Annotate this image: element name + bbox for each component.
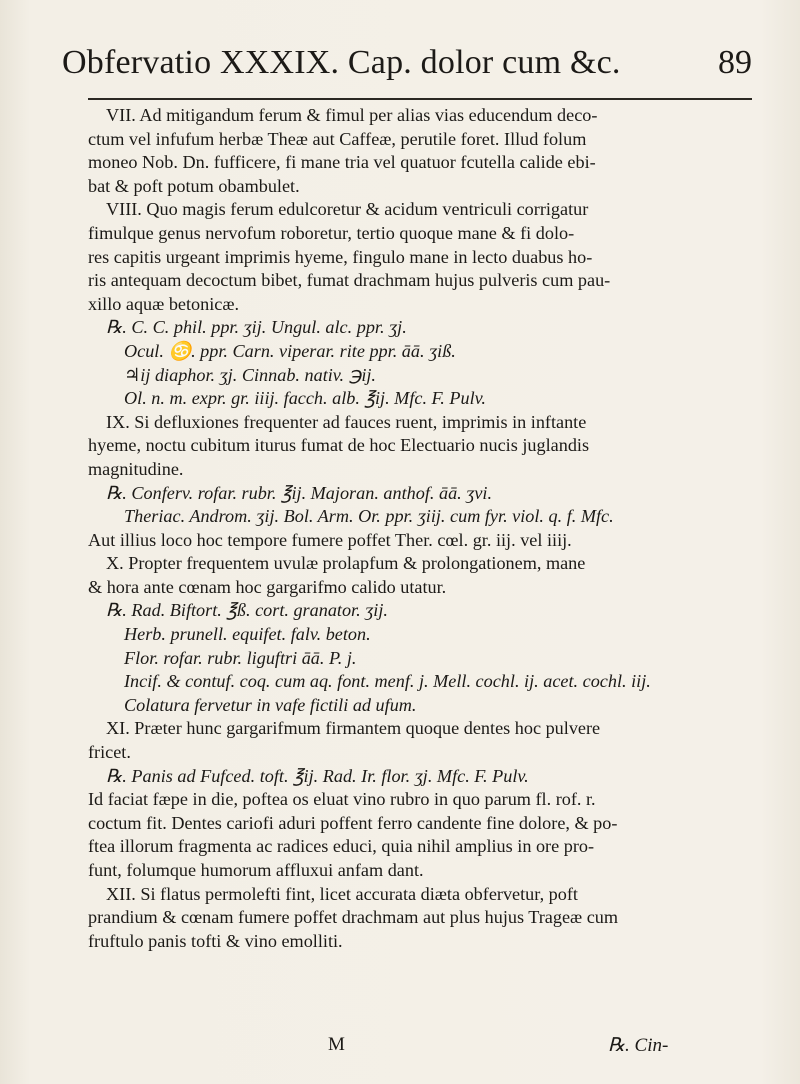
text-line: Herb. prunell. equifet. falv. beton.: [124, 624, 371, 645]
text-line: IX. Si defluxiones frequenter ad fauces ruent, imprimis in inftante: [106, 411, 587, 432]
text-line: Aut illius loco hoc tempore fumere poffet Ther. cœl. gr. iij. vel iiij.: [88, 529, 572, 550]
text-line: & hora ante cœnam hoc gargarifmo calido utatur.: [88, 576, 447, 597]
text-line: moneo Nob. Dn. fufficere, fi mane tria vel quatuor fcutella calide ebi-: [88, 152, 596, 173]
running-head: Obfervatio XXXIX. Cap. dolor cum &c.: [62, 44, 621, 81]
text-line: Ol. n. m. expr. gr. iiij. facch. alb. ℥ij. Mfc. F. Pulv.: [124, 388, 486, 409]
text-line: ctum vel infufum herbæ Theæ aut Caffeæ, perutile foret. Illud folum: [88, 128, 587, 149]
text-line: ris antequam decoctum bibet, fumat drachmam hujus pulveris cum pau-: [88, 270, 611, 291]
text-line: ♃ij diaphor. ʒj. Cinnab. nativ. ℈ij.: [124, 364, 376, 385]
text-line: magnitudine.: [88, 458, 184, 479]
text-line: Theriac. Androm. ʒij. Bol. Arm. Or. ppr. ʒiij. cum fyr. viol. q. f. Mfc.: [124, 506, 614, 527]
text-line: prandium & cœnam fumere poffet drachmam aut plus hujus Trageæ cum: [88, 907, 619, 928]
text-line: ftea illorum fragmenta ac radices educi, quia nihil amplius in ore pro-: [88, 836, 595, 857]
signature-mark: M: [328, 1034, 345, 1055]
text-line: Id faciat fæpe in die, poftea os eluat vino rubro in quo parum fl. rof. r.: [88, 789, 596, 810]
text-line: VII. Ad mitigandum ferum & fimul per alias vias educendum deco-: [106, 105, 598, 125]
body-text: [88, 104, 756, 953]
text-line: Colatura fervetur in vafe fictili ad ufum.: [124, 694, 417, 715]
text-line: ℞. Rad. Biftort. ℥ß. cort. granator. ʒij.: [106, 600, 388, 621]
text-line: XI. Præter hunc gargarifmum firmantem quoque dentes hoc pulvere: [106, 718, 601, 739]
text-line: VIII. Quo magis ferum edulcoretur & acidum ventriculi corrigatur: [106, 199, 589, 220]
text-line: funt, folumque humorum affluxui anfam dant.: [88, 860, 424, 880]
catchword: ℞. Cin-: [608, 1035, 669, 1056]
text-line: ℞. C. C. phil. ppr. ʒij. Ungul. alc. ppr. ʒj.: [106, 317, 407, 338]
text-line: Ocul. ♋. ppr. Carn. viperar. rite ppr. āā. ʒiß.: [124, 340, 456, 361]
text-line: ℞. Conferv. rofar. rubr. ℥ij. Majoran. anthof. āā. ʒvi.: [106, 482, 493, 503]
text-line: ℞. Panis ad Fufced. toft. ℥ij. Rad. Ir. flor. ʒj. Mfc. F. Pulv.: [106, 765, 529, 786]
text-line: X. Propter frequentem uvulæ prolapfum & prolongationem, mane: [106, 553, 586, 574]
text-line: fimulque genus nervofum roboretur, tertio quoque mane & fi dolo-: [88, 222, 575, 243]
page-header: [62, 44, 752, 94]
page-number: 89: [718, 44, 752, 81]
text-line: fruftulo panis tofti & vino emolliti.: [88, 930, 343, 951]
text-line: hyeme, noctu cubitum iturus fumat de hoc Electuario nucis juglandis: [88, 435, 590, 456]
text-line: coctum fit. Dentes cariofi aduri poffent ferro candente fine dolore, & po-: [88, 812, 618, 833]
text-line: Flor. rofar. rubr. liguftri āā. P. j.: [124, 647, 357, 668]
text-line: res capitis urgeant imprimis hyeme, fingulo mane in lecto duabus ho-: [88, 246, 593, 267]
text-line: XII. Si flatus permolefti fint, licet accurata diæta obfervetur, poft: [106, 883, 578, 904]
text-line: xillo aquæ betonicæ.: [88, 293, 240, 314]
header-rule: [88, 98, 752, 100]
text-line: fricet.: [88, 742, 131, 763]
text-line: Incif. & contuf. coq. cum aq. font. menf. j. Mell. cochl. ij. acet. cochl. iij.: [124, 671, 651, 692]
text-line: bat & poft potum obambulet.: [88, 175, 300, 196]
